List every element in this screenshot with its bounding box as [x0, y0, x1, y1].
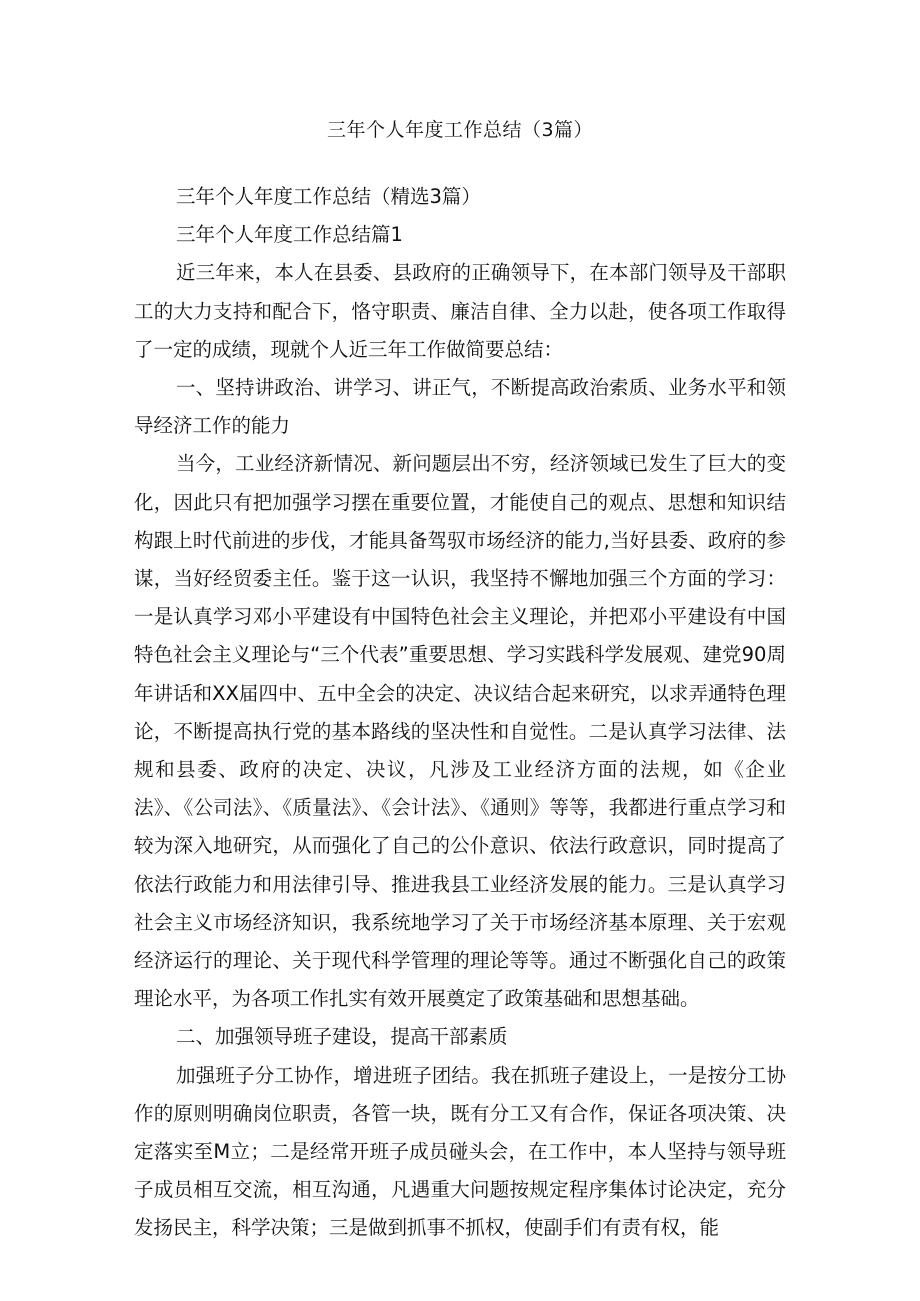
paragraph-team: 加强班子分工协作，增进班子团结。我在抓班子建设上，一是按分工协作的原则明确岗位职责，各管一块，既有分工又有合作，保证各项决策、决定落实至M立；二是经常开班子成员碰头会，在工作中，本人坚持与领导班子成员相互交流，相互沟通，凡遇重大问题按规定程序集体讨论决定，充分发扬民主，科学决策；三是做到抓事不抓权，使副手们有责有权，能 [134, 1063, 786, 1240]
paragraph-study: 当今，工业经济新情况、新问题层出不穷，经济领域已发生了巨大的变化，因此只有把加强学习摆在重要位置，才能使自己的观点、思想和知识结构跟上时代前进的步伐，才能具备驾驭市场经济的能力,当好县委、政府的参谋，当好经贸委主任。鉴于这一认识，我坚持不懈地加强三个方面的学习：一是认真学习邓小平建设有中国特色社会主义理论，并把邓小平建设有中国特色社会主义理论与“三个代表”重要思想、学习实践科学发展观、建党90周年讲话和XX届四中、五中全会的决定、决议结合起来研究，以求弄通特色理论，不断提高执行党的基本路线的坚决性和自觉性。二是认真学习法律、法规和县委、政府的决定、决议，凡涉及工业经济方面的法规，如《企业法》、《公司法》、《质量法》、《会计法》、《通则》等等，我都进行重点学习和较为深入地研究，从而强化了自己的公仆意识、依法行政意识，同时提高了依法行政能力和用法律引导、推进我县工业经济发展的能力。三是认真学习社会主义市场经济知识，我系统地学习了关于市场经济基本原理、关于宏观经济运行的理论、关于现代科学管理的理论等等。通过不断强化自己的政策理论水平，为各项工作扎实有效开展奠定了政策基础和思想基础。 [134, 452, 786, 1011]
document-title: 三年个人年度工作总结（3篇） [326, 119, 594, 141]
section-heading-2: 二、加强领导班子建设，提高干部素质 [176, 1025, 508, 1049]
article-heading: 三年个人年度工作总结篇1 [176, 223, 403, 247]
section-heading-1: 一、坚持讲政治、讲学习、讲正气，不断提高政治索质、业务水平和领导经济工作的能力 [134, 376, 786, 438]
document-body [134, 178, 786, 1248]
paragraph-intro: 近三年来，本人在县委、县政府的正确领导下，在本部门领导及干部职工的大力支持和配合下，恪守职责、廉洁自律、全力以赴，使各项工作取得了一定的成绩，现就个人近三年工作做简要总结： [134, 261, 786, 361]
document-subtitle: 三年个人年度工作总结（精选3篇） [176, 185, 481, 208]
